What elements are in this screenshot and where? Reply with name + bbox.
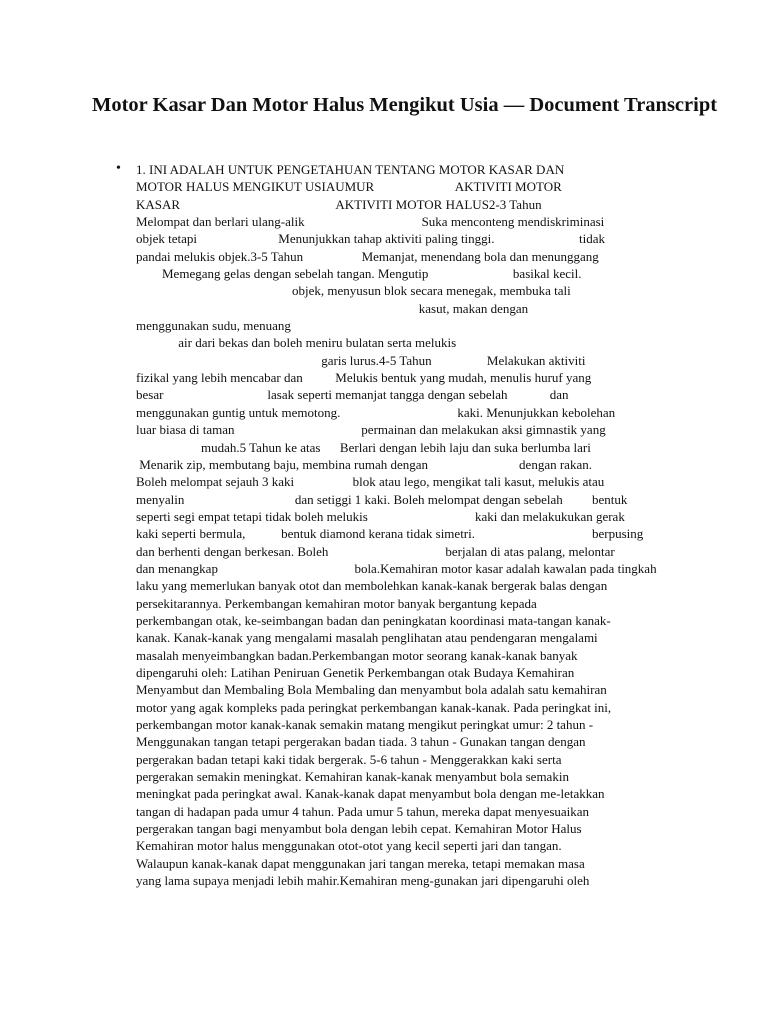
transcript-line: fizikal yang lebih mencabar dan Melukis bentuk yang mudah, menulis huruf yang (136, 370, 592, 386)
transcript-line: yang lama supaya menjadi lebih mahir.Kemahiran meng-gunakan jari dipengaruhi oleh (136, 873, 590, 889)
transcript-line: Menggunakan tangan tetapi pergerakan badan tiada. 3 tahun - Gunakan tangan dengan (136, 734, 586, 750)
transcript-line: pergerakan tangan bagi menyambut bola dengan lebih cepat. Kemahiran Motor Halus (136, 821, 582, 837)
transcript-line: meningkat pada peringkat awal. Kanak-kanak dapat menyambut bola dengan me-letakkan (136, 786, 605, 802)
transcript-line: seperti segi empat tetapi tidak boleh melukis kaki dan melakukukan gerak (136, 508, 625, 524)
transcript-line: perkembangan motor kanak-kanak semakin matang mengikut peringkat umur: 2 tahun - (136, 717, 594, 732)
transcript-line: perkembangan otak, ke-seimbangan badan dan peningkatan koordinasi mata-tangan kanak- (136, 612, 611, 628)
transcript-body (136, 161, 676, 891)
transcript-line: Menyambut dan Membaling Bola Membaling dan menyambut bola adalah satu kemahiran (136, 682, 607, 698)
transcript-line: besar lasak seperti memanjat tangga dengan sebelah dan (136, 387, 569, 403)
transcript-line: menggunakan sudu, menuang (136, 318, 291, 334)
transcript-line: MOTOR HALUS MENGIKUT USIAUMUR AKTIVITI MOTOR (136, 179, 562, 195)
transcript-line: persekitarannya. Perkembangan kemahiran motor banyak bergantung kepada (136, 595, 537, 611)
transcript-line: Melompat dan berlari ulang-alik Suka menconteng mendiskriminasi (136, 214, 605, 230)
page-title: Motor Kasar Dan Motor Halus Mengikut Usia — Document Transcript (92, 94, 718, 116)
transcript-line: 1. INI ADALAH UNTUK PENGETAHUAN TENTANG MOTOR KASAR DAN (136, 162, 565, 177)
transcript-line: luar biasa di taman permainan dan melakukan aksi gimnastik yang (136, 422, 606, 438)
transcript-line: Kemahiran motor halus menggunakan otot-otot yang kecil seperti jari dan tangan. (136, 838, 562, 854)
transcript-line: dan berhenti dengan berkesan. Boleh berjalan di atas palang, melontar (136, 543, 615, 559)
transcript-line: pergerakan badan tetapi kaki tidak bergerak. 5-6 tahun - Menggerakkan kaki serta (136, 751, 562, 767)
list-bullet: • (116, 161, 121, 176)
transcript-line: Memegang gelas dengan sebelah tangan. Mengutip basikal kecil. (136, 266, 582, 282)
transcript-line: objek tetapi Menunjukkan tahap aktiviti paling tinggi. tidak (136, 231, 606, 247)
transcript-line: Walaupun kanak-kanak dapat menggunakan jari tangan mereka, tetapi memakan masa (136, 855, 585, 871)
transcript-line: Boleh melompat sejauh 3 kaki blok atau lego, mengikat tali kasut, melukis atau (136, 474, 605, 490)
transcript-line: masalah menyeimbangkan badan.Perkembangan motor seorang kanak-kanak banyak (136, 647, 578, 663)
transcript-line: motor yang agak kompleks pada peringkat perkembangan kanak-kanak. Pada peringkat ini, (136, 699, 612, 715)
transcript-line: KASAR AKTIVITI MOTOR HALUS2-3 Tahun (136, 196, 542, 212)
transcript-line: dan menangkap bola.Kemahiran motor kasar adalah kawalan pada tingkah (136, 560, 657, 576)
transcript-line: menggunakan guntig untuk memotong. kaki. Menunjukkan kebolehan (136, 404, 616, 420)
transcript-line: kaki seperti bermula, bentuk diamond kerana tidak simetri. berpusing (136, 526, 644, 542)
transcript-line: pergerakan semakin meningkat. Kemahiran kanak-kanak menyambut bola semakin (136, 769, 569, 785)
transcript-line: objek, menyusun blok secara menegak, membuka tali (136, 283, 571, 299)
transcript-line: menyalin dan setiggi 1 kaki. Boleh melompat dengan sebelah bentuk (136, 491, 628, 507)
transcript-line: dipengaruhi oleh: Latihan Peniruan Genetik Perkembangan otak Budaya Kemahiran (136, 664, 575, 680)
transcript-line: mudah.5 Tahun ke atas Berlari dengan lebih laju dan suka berlumba lari (136, 439, 591, 455)
transcript-line: air dari bekas dan boleh meniru bulatan serta melukis (136, 335, 457, 351)
transcript-line: Menarik zip, membutang baju, membina rumah dengan dengan rakan. (136, 456, 592, 472)
transcript-line: garis lurus.4-5 Tahun Melakukan aktiviti (136, 352, 586, 368)
transcript-line: kasut, makan dengan (136, 300, 529, 316)
transcript-line: laku yang memerlukan banyak otot dan membolehkan kanak-kanak bergerak balas dengan (136, 578, 608, 594)
transcript-line: kanak. Kanak-kanak yang mengalami masalah penglihatan atau pendengaran mengalami (136, 630, 598, 646)
transcript-line: pandai melukis objek.3-5 Tahun Memanjat, menendang bola dan menunggang (136, 248, 599, 264)
transcript-line: tangan di hadapan pada umur 4 tahun. Pada umur 5 tahun, mereka dapat menyesuaikan (136, 803, 590, 819)
